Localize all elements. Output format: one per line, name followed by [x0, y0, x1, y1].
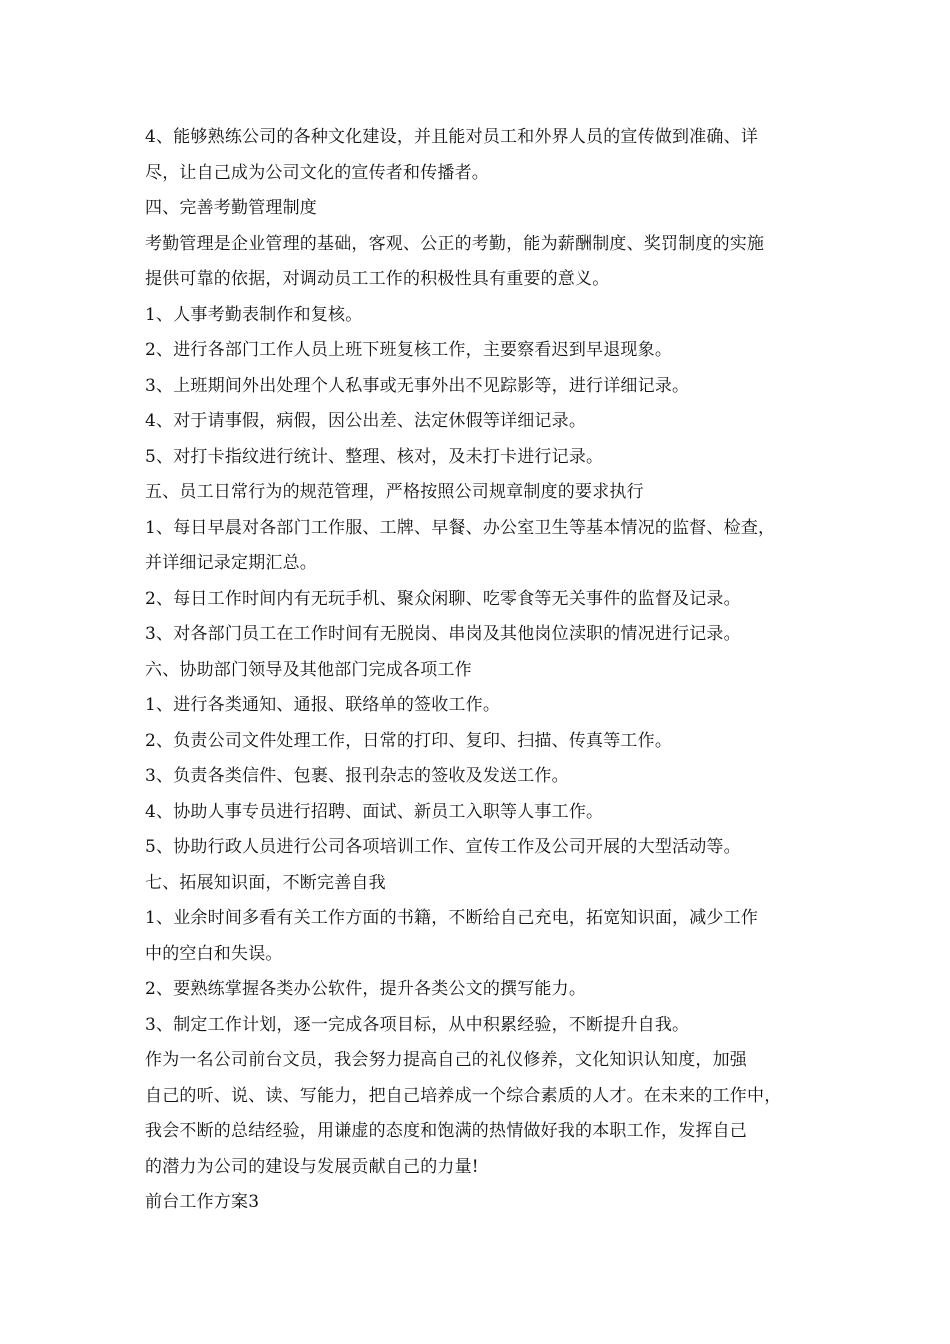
section-heading: 四、完善考勤管理制度 — [145, 198, 317, 218]
body-line: 作为一名公司前台文员，我会努力提高自己的礼仪修养，文化知识认知度，加强 — [145, 1050, 747, 1070]
list-item: 1、业余时间多看有关工作方面的书籍，不断给自己充电，拓宽知识面，减少工作 — [145, 908, 759, 928]
body-line: 我会不断的总结经验，用谦虚的态度和饱满的热情做好我的本职工作，发挥自己 — [145, 1121, 747, 1141]
list-item: 1、每日早晨对各部门工作服、工牌、早餐、办公室卫生等基本情况的监督、检查， — [145, 517, 776, 538]
list-item: 3、对各部门员工在工作时间有无脱岗、串岗及其他岗位渎职的情况进行记录。 — [145, 624, 741, 644]
section-heading: 七、拓展知识面，不断完善自我 — [145, 872, 386, 893]
list-item: 1、人事考勤表制作和复核。 — [145, 304, 363, 325]
list-item: 1、进行各类通知、通报、联络单的签收工作。 — [145, 695, 501, 715]
body-line: 自己的听、说、读、写能力，把自己培养成一个综合素质的人才。在未来的工作中， — [145, 1085, 782, 1106]
body-line: 中的空白和失误。 — [145, 943, 283, 964]
section-title: 前台工作方案3 — [145, 1192, 260, 1212]
list-item: 4、协助人事专员进行招聘、面试、新员工入职等人事工作。 — [145, 801, 604, 822]
list-item: 3、制定工作计划，逐一完成各项目标，从中积累经验，不断提升自我。 — [145, 1014, 690, 1035]
section-heading: 五、员工日常行为的规范管理，严格按照公司规章制度的要求执行 — [145, 482, 644, 502]
document-body — [145, 120, 810, 1221]
list-item: 3、负责各类信件、包裹、报刊杂志的签收及发送工作。 — [145, 766, 569, 786]
section-heading: 六、协助部门领导及其他部门完成各项工作 — [145, 659, 472, 680]
list-item: 2、负责公司文件处理工作，日常的打印、复印、扫描、传真等工作。 — [145, 730, 673, 751]
list-item: 5、协助行政人员进行公司各项培训工作、宣传工作及公司开展的大型活动等。 — [145, 837, 741, 857]
list-item: 2、要熟练掌握各类办公软件，提升各类公文的撰写能力。 — [145, 979, 587, 999]
list-item: 5、对打卡指纹进行统计、整理、核对，及未打卡进行记录。 — [145, 446, 604, 467]
body-line: 尽，让自己成为公司文化的宣传者和传播者。 — [145, 162, 489, 183]
body-line: 并详细记录定期汇总。 — [145, 553, 317, 573]
list-item: 4、对于请事假，病假，因公出差、法定休假等详细记录。 — [145, 411, 587, 431]
list-item: 2、每日工作时间内有无玩手机、聚众闲聊、吃零食等无关事件的监督及记录。 — [145, 588, 741, 609]
body-line: 的潜力为公司的建设与发展贡献自己的力量! — [145, 1156, 479, 1177]
body-line: 4、能够熟练公司的各种文化建设，并且能对员工和外界人员的宣传做到准确、详 — [145, 127, 759, 147]
body-line: 考勤管理是企业管理的基础，客观、公正的考勤，能为薪酬制度、奖罚制度的实施 — [145, 233, 765, 254]
list-item: 3、上班期间外出处理个人私事或无事外出不见踪影等，进行详细记录。 — [145, 375, 690, 396]
list-item: 2、进行各部门工作人员上班下班复核工作，主要察看迟到早退现象。 — [145, 340, 673, 360]
body-line: 提供可靠的依据，对调动员工工作的积极性具有重要的意义。 — [145, 269, 610, 289]
